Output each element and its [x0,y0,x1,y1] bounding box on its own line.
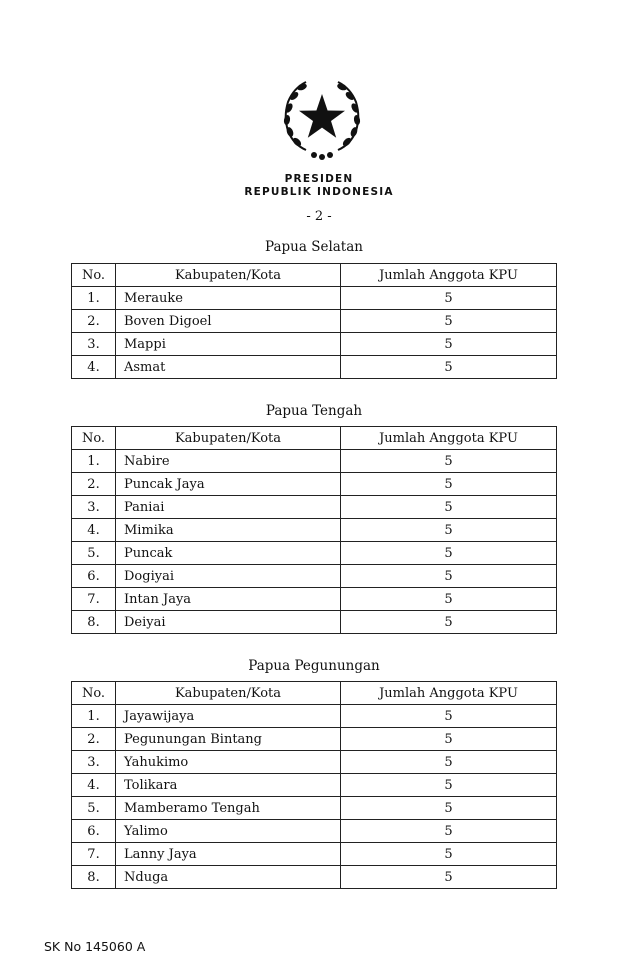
row-number: 3. [72,333,116,356]
kpu-table-papua-tengah [71,426,557,634]
table-row [72,310,557,333]
row-count: 5 [341,310,557,333]
row-number: 7. [72,588,116,611]
row-name: Jayawijaya [116,705,341,728]
row-count: 5 [341,843,557,866]
row-name: Pegunungan Bintang [116,728,341,751]
section-title-papua-tengah: Papua Tengah [265,403,363,419]
column-header-name: Kabupaten/Kota [116,427,341,450]
section-title-papua-pegunungan: Papua Pegunungan [248,658,380,674]
table-row [72,611,557,634]
row-name: Asmat [116,356,341,379]
table-row [72,843,557,866]
row-name: Mappi [116,333,341,356]
row-count: 5 [341,728,557,751]
row-name: Dogiyai [116,565,341,588]
table-row [72,542,557,565]
row-count: 5 [341,287,557,310]
row-number: 3. [72,496,116,519]
column-header-count: Jumlah Anggota KPU [341,682,557,705]
row-number: 1. [72,450,116,473]
table-row [72,565,557,588]
row-count: 5 [341,450,557,473]
presidential-emblem-icon [276,72,368,164]
row-name: Paniai [116,496,341,519]
row-number: 2. [72,310,116,333]
row-count: 5 [341,611,557,634]
column-header-count: Jumlah Anggota KPU [341,264,557,287]
table-row [72,705,557,728]
row-name: Mamberamo Tengah [116,797,341,820]
table-row [72,774,557,797]
row-number: 1. [72,705,116,728]
page-number: - 2 - [306,209,332,224]
row-count: 5 [341,774,557,797]
row-number: 2. [72,473,116,496]
table-header-row [72,427,557,450]
table-row [72,287,557,310]
table-row [72,820,557,843]
row-name: Yalimo [116,820,341,843]
row-name: Puncak [116,542,341,565]
table-row [72,797,557,820]
row-number: 3. [72,751,116,774]
table-header-row [72,682,557,705]
row-count: 5 [341,542,557,565]
section-title-papua-selatan: Papua Selatan [265,239,363,255]
row-number: 4. [72,774,116,797]
header-title-presiden: PRESIDEN [284,173,354,185]
kpu-table-papua-selatan [71,263,557,379]
row-count: 5 [341,797,557,820]
table-row [72,519,557,542]
table-row [72,356,557,379]
row-name: Mimika [116,519,341,542]
kpu-table-papua-pegunungan [71,681,557,889]
row-count: 5 [341,519,557,542]
row-number: 8. [72,611,116,634]
row-count: 5 [341,333,557,356]
column-header-name: Kabupaten/Kota [116,682,341,705]
row-name: Merauke [116,287,341,310]
row-name: Puncak Jaya [116,473,341,496]
row-count: 5 [341,820,557,843]
table-row [72,588,557,611]
row-name: Nduga [116,866,341,889]
row-count: 5 [341,496,557,519]
row-name: Yahukimo [116,751,341,774]
column-header-count: Jumlah Anggota KPU [341,427,557,450]
footer-document-code: SK No 145060 A [44,939,146,954]
table-row [72,728,557,751]
row-number: 6. [72,565,116,588]
column-header-no: No. [72,682,116,705]
table-row [72,473,557,496]
row-count: 5 [341,473,557,496]
header-title-republik: REPUBLIK INDONESIA [244,186,394,198]
row-count: 5 [341,565,557,588]
table-row [72,866,557,889]
row-name: Deiyai [116,611,341,634]
table-row [72,333,557,356]
row-number: 4. [72,356,116,379]
row-number: 6. [72,820,116,843]
table-row [72,751,557,774]
row-number: 7. [72,843,116,866]
row-number: 4. [72,519,116,542]
column-header-no: No. [72,427,116,450]
row-name: Intan Jaya [116,588,341,611]
row-number: 2. [72,728,116,751]
table-row [72,496,557,519]
column-header-no: No. [72,264,116,287]
row-name: Tolikara [116,774,341,797]
row-count: 5 [341,866,557,889]
column-header-name: Kabupaten/Kota [116,264,341,287]
row-count: 5 [341,356,557,379]
row-count: 5 [341,705,557,728]
table-row [72,450,557,473]
row-number: 1. [72,287,116,310]
row-count: 5 [341,588,557,611]
row-number: 5. [72,797,116,820]
row-name: Boven Digoel [116,310,341,333]
table-header-row [72,264,557,287]
row-number: 5. [72,542,116,565]
row-count: 5 [341,751,557,774]
row-number: 8. [72,866,116,889]
row-name: Nabire [116,450,341,473]
row-name: Lanny Jaya [116,843,341,866]
